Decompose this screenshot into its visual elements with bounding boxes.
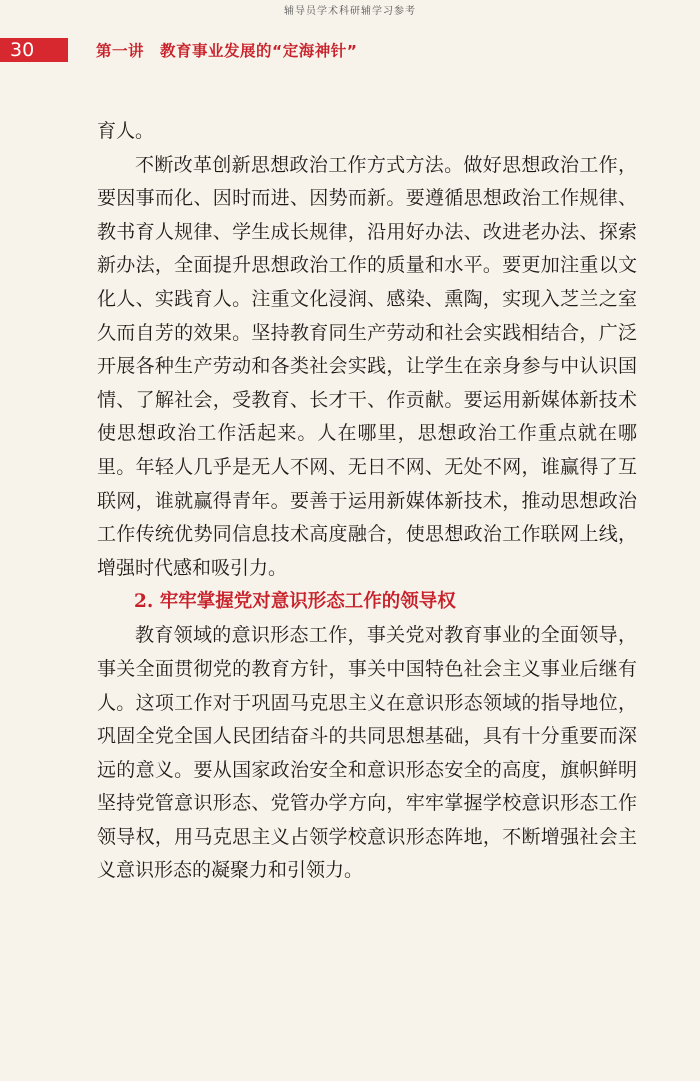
paragraph: 教育领域的意识形态工作，事关党对教育事业的全面领导，事关全面贯彻党的教育方针，事关中国特色社会主义事业后继有人。这项工作对于巩固马克思主义在意识形态领域的指导地位，巩固全党全国人民团结奋斗的共同思想基础，具有十分重要而深远的意义。要从国家政治安全和意识形态安全的高度，旗帜鲜明坚持党管意识形态、党管办学方向，牢牢掌握学校意识形态工作领导权，用马克思主义占领学校意识形态阵地，不断增强社会主义意识形态的凝聚力和引领力。 [97,624,637,882]
section-heading: 2. 牢牢掌握党对意识形态工作的领导权 [134,591,456,613]
paragraph-continuation: 育人。 [97,120,155,142]
chapter-title: 第一讲 教育事业发展的“定海神针” [96,42,358,60]
top-note: 辅导员学术科研辅学习参考 [284,6,416,17]
paragraph: 不断改革创新思想政治工作方式方法。做好思想政治工作，要因事而化、因时而进、因势而新。要遵循思想政治工作规律、教书育人规律、学生成长规律，沿用好办法、改进老办法、探索新办法，全面提升思想政治工作的质量和水平。要更加注重以文化人、实践育人。注重文化浸润、感染、熏陶，实现入芝兰之室久而自芳的效果。坚持教育同生产劳动和社会实践相结合，广泛开展各种生产劳动和各类社会实践，让学生在亲身参与中认识国情、了解社会，受教育、长才干、作贡献。要运用新媒体新技术使思想政治工作活起来。人在哪里，思想政治工作重点就在哪里。年轻人几乎是无人不网、无日不网、无处不网，谁赢得了互联网，谁就赢得青年。要善于运用新媒体新技术，推动思想政治工作传统优势同信息技术高度融合，使思想政治工作联网上线，增强时代感和吸引力。 [97,153,637,579]
page-number: 30 [10,39,35,61]
page-body [97,115,637,888]
